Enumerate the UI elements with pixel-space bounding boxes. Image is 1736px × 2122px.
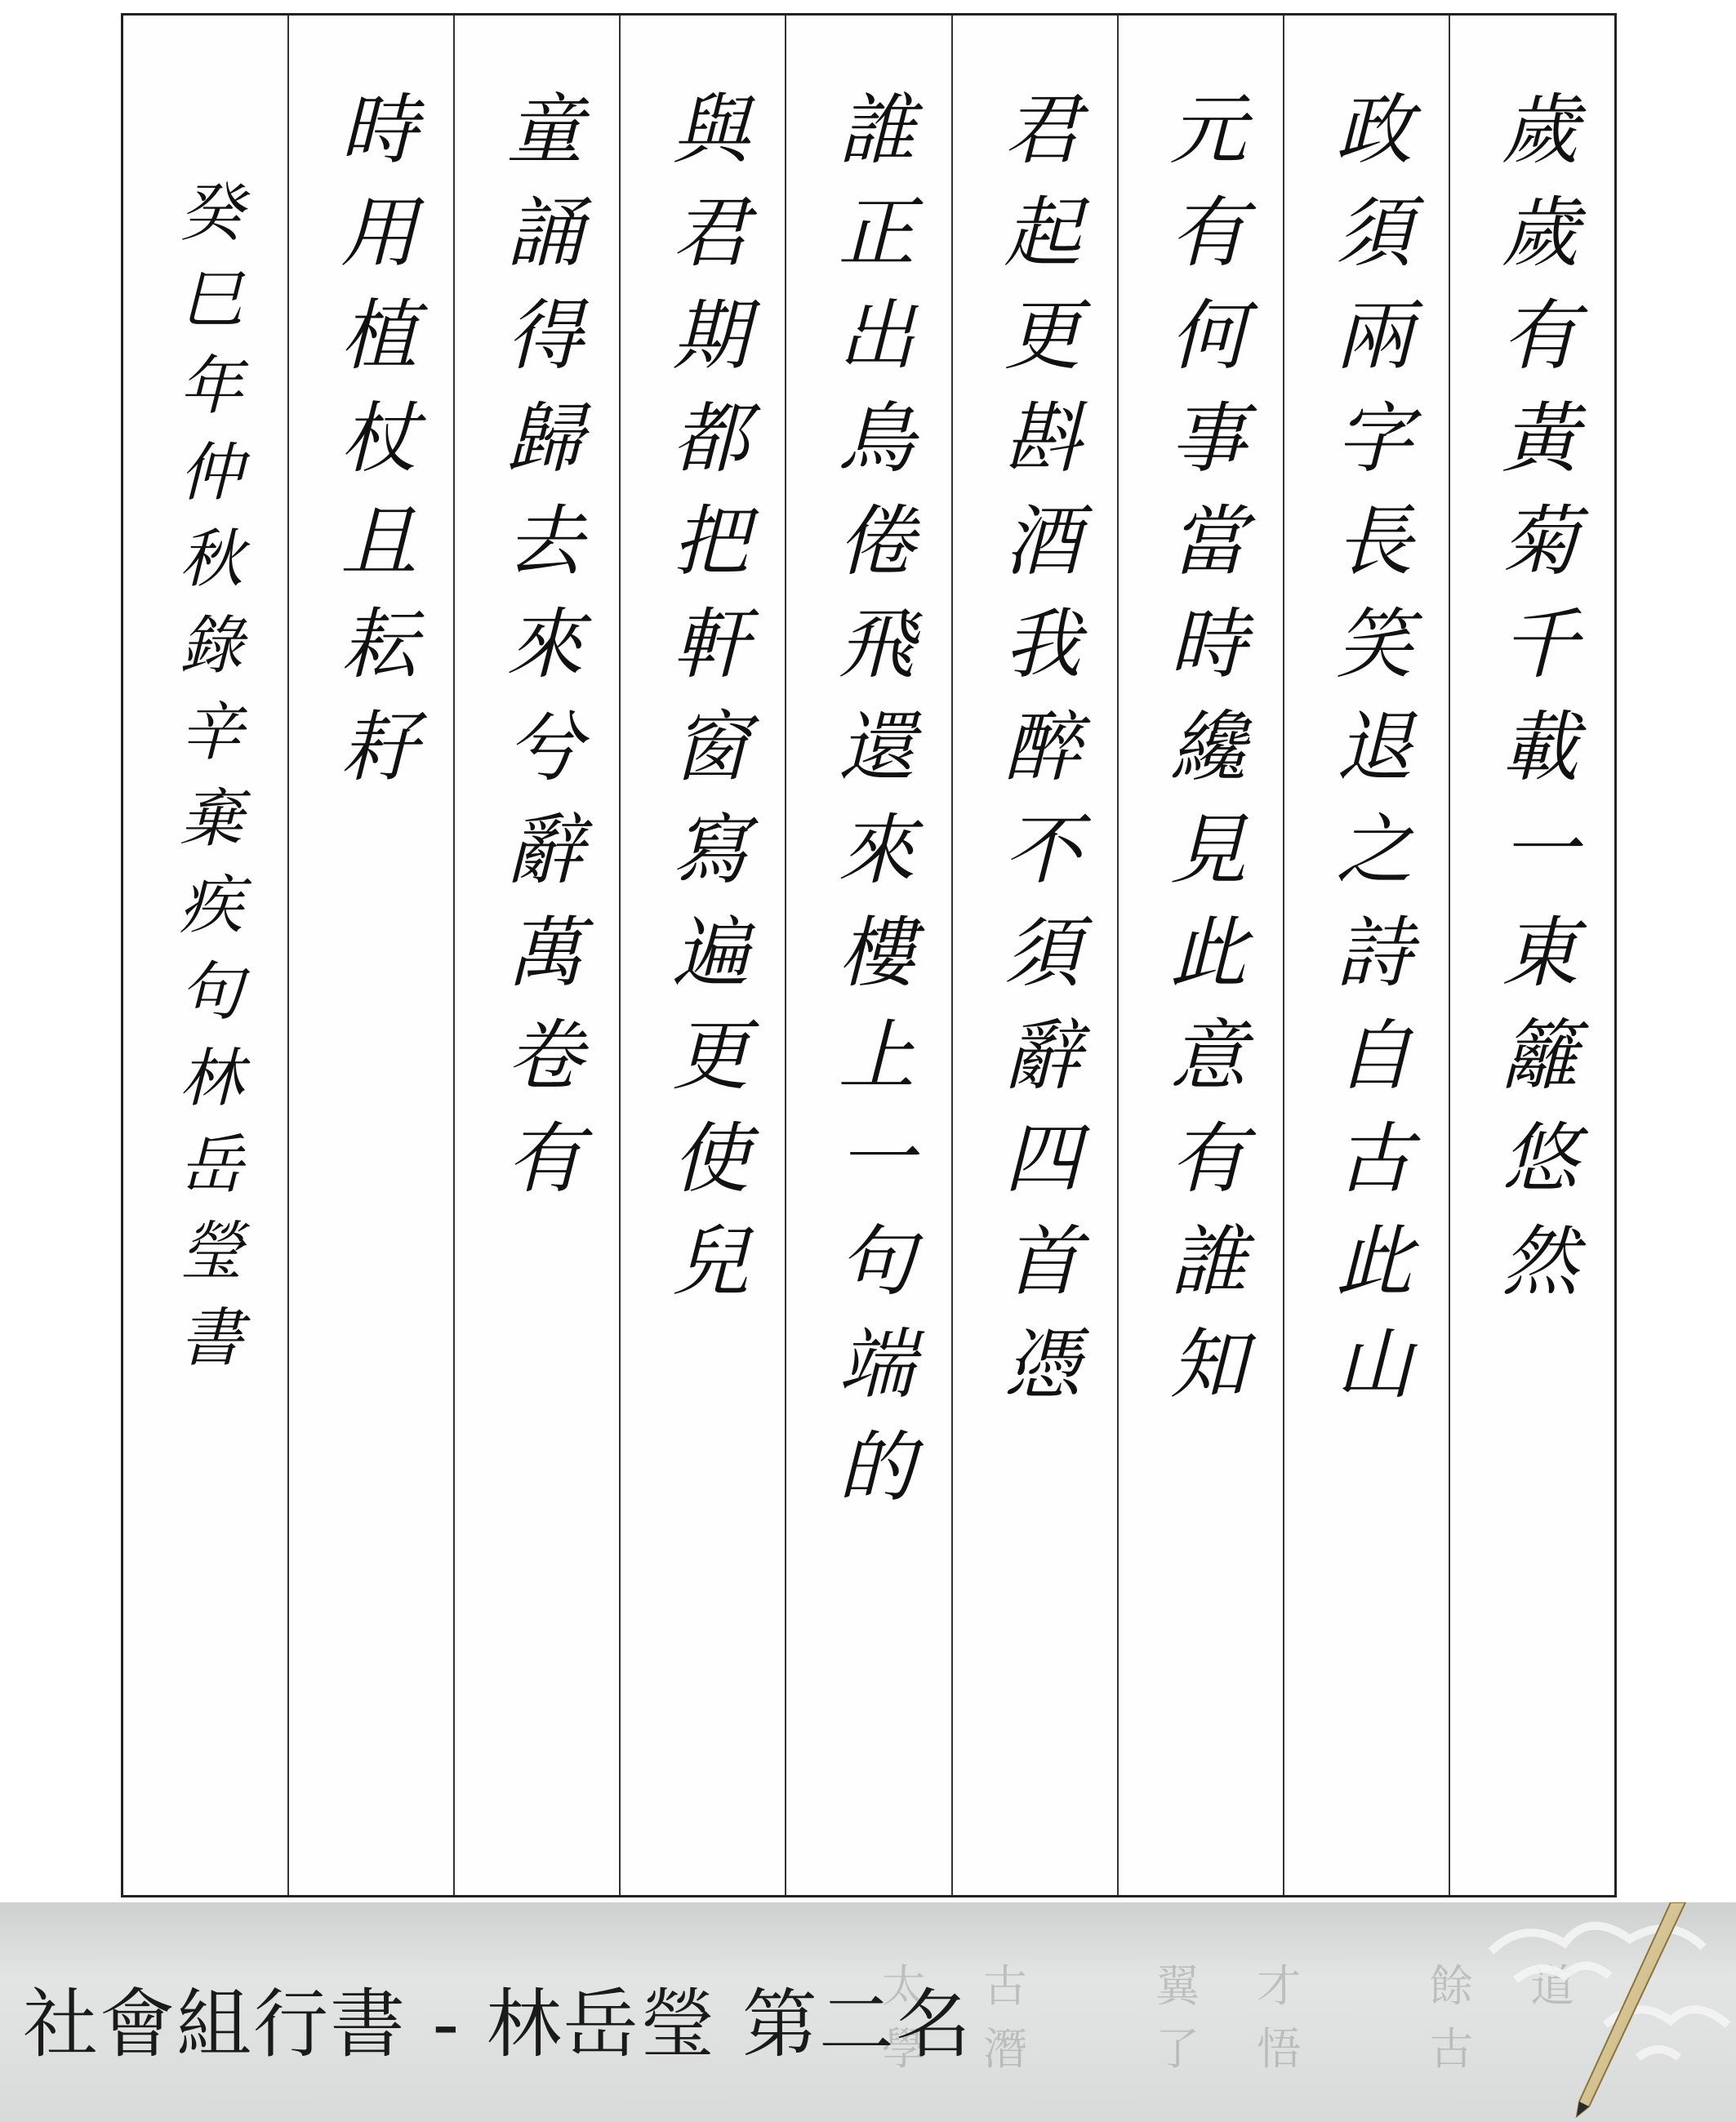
manuscript-column-4 [951,16,1117,1895]
column-text: 君起更斟酒我醉不須辭四首憑 [990,89,1080,1426]
column-text: 誰正出鳥倦飛還來樓上一句端的 [825,89,914,1529]
manuscript-column-1 [1449,16,1614,1895]
manuscript-column-8 [287,16,453,1895]
column-text: 時用植杖且耘耔 [327,89,416,809]
calligraphy-brush-icon [1540,1902,1687,2122]
manuscript-column-3 [1117,16,1283,1895]
column-text: 與君期都把軒窗寫遍更使兒 [658,89,748,1323]
column-text: 童誦得歸去來兮辭萬卷有 [492,89,582,1221]
background-calligraphy-ghost: 太古 翼才 餘道 學潛 了悟 古 [882,1960,1632,2075]
manuscript-column-5 [785,16,950,1895]
manuscript-column-signature [123,16,287,1895]
calligraphy-sheet [121,13,1617,1897]
manuscript-column-7 [453,16,619,1895]
signature-text: 癸巳年仲秋錄辛棄疾句林岳瑩書 [168,179,243,1390]
award-caption: 社會組行書 - 林岳瑩 第二名 [23,1981,973,2068]
manuscript-column-6 [619,16,785,1895]
caption-banner [0,1902,1736,2122]
column-text: 政須兩字長笑退之詩自古此山 [1322,89,1412,1426]
manuscript-column-2 [1283,16,1449,1895]
column-text: 歲歲有黃菊千載一東籬悠然 [1488,89,1578,1323]
column-text: 元有何事當時纔見此意有誰知 [1156,89,1246,1426]
